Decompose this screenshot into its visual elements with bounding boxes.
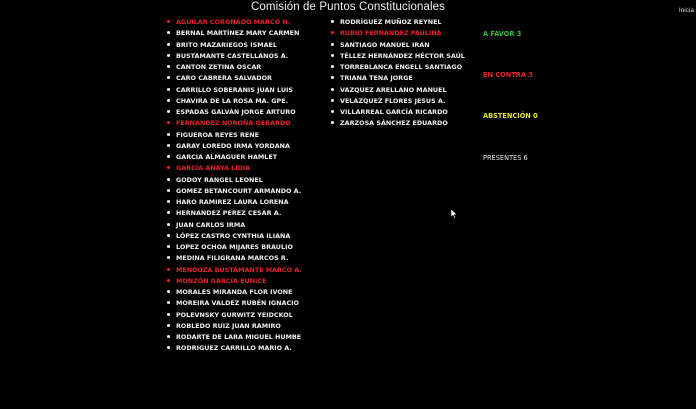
member-row — [167, 276, 302, 287]
mouse-cursor-icon — [451, 209, 457, 219]
member-name: VAZQUEZ ARELLANO MANUEL — [340, 85, 447, 94]
member-name: TRIANA TENA JORGE — [340, 74, 413, 83]
member-row — [331, 40, 465, 51]
member-name: CARRILLO SOBERANIS JUAN LUIS — [176, 85, 294, 94]
bullet-icon — [167, 301, 170, 304]
member-name: LOPEZ OCHOA MIJARES BRAULIO — [176, 243, 293, 251]
member-name: CANTON ZETINA OSCAR — [176, 63, 262, 71]
member-row — [167, 51, 302, 62]
member-name: RODARTE DE LARA MIGUEL HUMBE — [176, 333, 302, 341]
member-row — [167, 208, 302, 219]
member-name: AGUILAR CORONADO MARCO H. — [176, 18, 291, 26]
bullet-icon — [167, 76, 170, 79]
bullet-icon — [331, 99, 334, 102]
member-name: POLEVNSKY GURWITZ YEIDCKOL — [176, 310, 293, 319]
bullet-icon — [167, 88, 170, 91]
member-name: GARCIA ALMAGUER HAMLET — [176, 153, 278, 161]
member-name: JUAN CARLOS IRMA — [176, 220, 246, 229]
bullet-icon — [167, 223, 170, 226]
member-list-right — [331, 17, 465, 130]
bullet-icon — [167, 20, 170, 23]
member-row — [167, 62, 302, 73]
member-name: BRITO MAZARIEGOS ISMAEL — [176, 40, 277, 49]
bullet-icon — [331, 31, 334, 34]
bullet-icon — [331, 20, 334, 23]
member-row — [167, 287, 302, 298]
member-name: FIGUEROA REYES RENE — [176, 130, 260, 139]
member-name: GOMEZ BETANCOURT ARMANDO A. — [176, 186, 302, 195]
bullet-icon — [331, 121, 334, 124]
bullet-icon — [167, 256, 170, 259]
member-name: TORREBLANCA ENGELL SANTIAGO — [340, 63, 463, 71]
bullet-icon — [167, 31, 170, 34]
summary-favor: A FAVOR 3 — [483, 30, 522, 38]
member-name: MORALES MIRANDA FLOR IVONE — [176, 288, 293, 296]
member-name: HARO RAMIREZ LAURA LORENA — [176, 198, 289, 206]
member-row — [167, 186, 302, 197]
member-row — [167, 197, 302, 208]
member-row — [167, 298, 302, 309]
member-row — [167, 85, 302, 96]
member-name: TÉLLEZ HERNÁNDEZ HÉCTOR SAÚL — [340, 51, 465, 60]
member-name: VELAZQUEZ FLORES JESUS A. — [340, 96, 446, 105]
member-row — [167, 17, 302, 28]
bullet-icon — [167, 133, 170, 136]
member-name: CARO CABRERA SALVADOR — [176, 74, 272, 83]
member-row — [331, 118, 465, 129]
bullet-icon — [331, 76, 334, 79]
member-name: ZARZOSA SÁNCHEZ EDUARDO — [340, 119, 448, 128]
member-name: VILLARREAL GARCÍA RICARDO — [340, 108, 448, 116]
summary-presentes: PRESENTES 6 — [483, 154, 528, 162]
member-row — [167, 96, 302, 107]
bullet-icon — [167, 211, 170, 214]
member-row — [331, 85, 465, 96]
member-row — [331, 62, 465, 73]
member-row — [167, 28, 302, 39]
member-name: BERNAL MARTÍNEZ MARY CARMEN — [176, 29, 300, 38]
bullet-icon — [167, 324, 170, 327]
bullet-icon — [167, 290, 170, 293]
bullet-icon — [331, 65, 334, 68]
bullet-icon — [167, 43, 170, 46]
member-row — [331, 107, 465, 118]
member-name: RUBIO FERNANDEZ PAULINA — [340, 29, 442, 38]
member-row — [331, 73, 465, 84]
member-row — [331, 96, 465, 107]
summary-abstencion: ABSTENCIÓN 0 — [483, 112, 538, 120]
member-row — [167, 118, 302, 129]
bullet-icon — [167, 335, 170, 338]
corner-link[interactable]: Inicia — [678, 7, 694, 14]
bullet-icon — [167, 110, 170, 113]
bullet-icon — [167, 166, 170, 169]
member-row — [331, 51, 465, 62]
bullet-icon — [331, 110, 334, 113]
bullet-icon — [167, 178, 170, 181]
summary-contra: EN CONTRA 3 — [483, 71, 533, 79]
member-name: MEDINA FILIGRANA MARCOS R. — [176, 254, 289, 263]
member-name: GODOY RANGEL LEONEL — [176, 175, 263, 184]
member-name: FERNANDEZ NOROÑA GERARDO — [176, 119, 291, 128]
bullet-icon — [167, 121, 170, 124]
member-name: GARAY LOREDO IRMA YORDANA — [176, 141, 290, 150]
member-row — [167, 130, 302, 141]
member-row — [167, 242, 302, 253]
member-row — [167, 152, 302, 163]
bullet-icon — [167, 279, 170, 282]
member-row — [167, 321, 302, 332]
page-title: Comisión de Puntos Constitucionales — [251, 1, 445, 13]
bullet-icon — [167, 65, 170, 68]
member-row — [167, 310, 302, 321]
member-row — [167, 107, 302, 118]
member-row — [167, 40, 302, 51]
member-row — [167, 163, 302, 174]
bullet-icon — [331, 54, 334, 57]
member-name: ESPADAS GALVÁN JORGE ARTURO — [176, 108, 296, 116]
member-row — [167, 265, 302, 276]
member-row — [167, 332, 302, 343]
member-name: GARCÍA ANAYA LIDIA — [176, 164, 251, 173]
member-name: CHAVIRA DE LA ROSA MA. GPE. — [176, 96, 289, 105]
bullet-icon — [167, 189, 170, 192]
member-name: MOREIRA VALDEZ RUBÉN IGNACIO — [176, 299, 299, 308]
bullet-icon — [167, 268, 170, 271]
member-row — [167, 231, 302, 242]
bullet-icon — [167, 144, 170, 147]
member-row — [167, 175, 302, 186]
member-name: RODRÍGUEZ MUÑOZ REYNEL — [340, 18, 442, 26]
member-row — [331, 28, 465, 39]
member-name: SANTIAGO MANUEL IRAN — [340, 40, 430, 49]
bullet-icon — [167, 200, 170, 203]
member-name: ROBLEDO RUIZ JUAN RAMIRO — [176, 321, 281, 330]
member-row — [167, 253, 302, 264]
member-row — [167, 141, 302, 152]
member-row — [167, 220, 302, 231]
member-list-left — [167, 17, 302, 355]
bullet-icon — [331, 88, 334, 91]
bullet-icon — [167, 245, 170, 248]
bullet-icon — [167, 346, 170, 349]
member-name: HERNANDEZ PEREZ CESAR A. — [176, 209, 282, 218]
member-name: MONZÓN GARCÍA EUNICE — [176, 276, 267, 285]
member-name: LÓPEZ CASTRO CYNTHIA ILIANA — [176, 231, 291, 240]
member-row — [167, 73, 302, 84]
bullet-icon — [167, 155, 170, 158]
member-name: BUSTAMANTE CASTELLANOS A. — [176, 51, 289, 60]
member-name: RODRIGUEZ CARRILLO MARIO A. — [176, 344, 292, 353]
bullet-icon — [331, 43, 334, 46]
bullet-icon — [167, 54, 170, 57]
bullet-icon — [167, 99, 170, 102]
member-row — [167, 343, 302, 354]
member-name: MENDOZA BUSTAMANTE MARCO A. — [176, 265, 302, 274]
member-row — [331, 17, 465, 28]
bullet-icon — [167, 234, 170, 237]
bullet-icon — [167, 313, 170, 316]
